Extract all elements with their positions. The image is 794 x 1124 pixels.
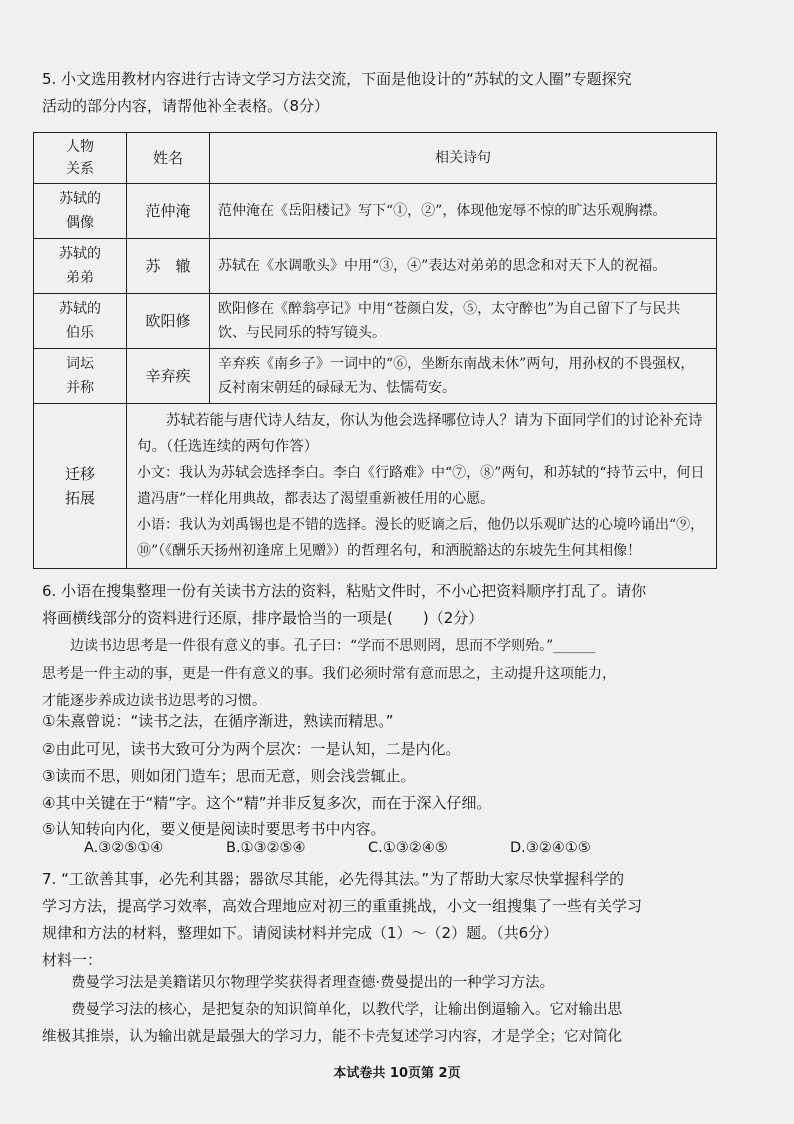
poem-table xyxy=(33,132,717,569)
material-line: 费曼学习法的核心，是把复杂的知识简单化，以教代学，让输出倒逼输入。它对输出思 xyxy=(71,1002,622,1018)
q5-stem xyxy=(42,66,754,120)
name-cell: 辛弃疾 xyxy=(127,349,210,404)
q6-passage xyxy=(42,661,754,715)
extension-cell xyxy=(127,404,717,569)
relation-cell: 苏轼的 弟弟 xyxy=(34,239,127,294)
q6-item: ③读而不思，则如闭门造车；思而无意，则会浅尝辄止。 xyxy=(42,767,416,785)
table-row xyxy=(34,294,717,349)
table-row xyxy=(34,184,717,239)
q6-item: ①朱熹曾说：“读书之法，在循序渐进，熟读而精思。” xyxy=(42,712,394,730)
q6-item: ②由此可见，读书大致可分为两个层次：一是认知，二是内化。 xyxy=(42,740,461,758)
material-line: 费曼学习法是美籍诺贝尔物理学奖获得者理查德·费曼提出的一种学习方法。 xyxy=(71,975,555,991)
option-c: C.①③②④⑤ xyxy=(368,840,448,856)
relation-cell: 迁移 拓展 xyxy=(34,404,127,569)
q6-stem xyxy=(42,578,754,632)
q6-line: 6. 小语在搜集整理一份有关读书方法的资料，粘贴文件时，不小心把资料顺序打乱了。请你 xyxy=(42,582,647,600)
poem-cell: 范仲淹在《岳阳楼记》写下“①，②”，体现他宠辱不惊的旷达乐观胸襟。 xyxy=(210,184,717,239)
q6-item: ⑤认知转向内化，要义便是阅读时要思考书中内容。 xyxy=(42,820,386,838)
q6-item: ④其中关键在于“精”字。这个“精”并非反复多次，而在于深入仔细。 xyxy=(42,794,492,812)
name-cell: 苏 辙 xyxy=(127,239,210,294)
relation-cell: 苏轼的 伯乐 xyxy=(34,294,127,349)
material-line: 维极其推崇，认为输出就是最强大的学习力，能不卡壳复述学习内容，才是学全；它对简化 xyxy=(42,1029,622,1045)
q7-line: 7. “工欲善其事，必先利其器；器欲尽其能，必先得其法。”为了帮助大家尽快掌握科学的 xyxy=(42,870,625,888)
q6-options xyxy=(84,840,724,856)
table-row xyxy=(34,239,717,294)
page-footer: 本试卷共 10页第 2页 xyxy=(333,1066,461,1081)
option-b: B.①③②⑤④ xyxy=(226,840,306,856)
passage-line: 边读书边思考是一件很有意义的事。孔子曰：“学而不思则罔，思而不学则殆。”______ xyxy=(70,638,596,654)
name-cell: 欧阳修 xyxy=(127,294,210,349)
poem-cell: 辛弃疾《南乡子》一词中的“⑥，坐断东南战未休”两句，用孙权的不畏强权，反衬南宋朝廷的碌碌无为、怯懦苟安。 xyxy=(210,349,717,404)
q7-line: 规律和方法的材料，整理如下。请阅读材料并完成（1）～（2）题。（共6分） xyxy=(42,924,559,942)
name-cell: 范仲淹 xyxy=(127,184,210,239)
option-a: A.③②⑤①④ xyxy=(84,840,164,856)
extension-intro: 苏轼若能与唐代诗人结友，你认为他会选择哪位诗人？请为下面同学们的讨论补充诗句。（任选连续的两句作答） xyxy=(137,413,703,455)
table-row xyxy=(34,349,717,404)
header-poem: 相关诗句 xyxy=(210,133,717,184)
passage-line: 思考是一件主动的事，更是一件有意义的事。我们必须时常有意而思之，主动提升这项能力， xyxy=(42,666,616,682)
header-relation: 人物 关系 xyxy=(34,133,127,184)
material-text xyxy=(42,1024,754,1051)
material-label: 材料一： xyxy=(42,951,103,969)
header-name: 姓名 xyxy=(127,133,210,184)
relation-cell: 苏轼的 偶像 xyxy=(34,184,127,239)
q7-stem xyxy=(42,866,754,974)
option-d: D.③②④①⑤ xyxy=(510,840,591,856)
table-row-extension xyxy=(34,404,717,569)
extension-dialogue: 小文：我认为苏轼会选择李白。李白《行路难》中“⑦，⑧”两句，和苏轼的“持节云中，何日遣冯唐”一样化用典故，都表达了渴望重新被任用的心愿。 xyxy=(137,465,705,507)
poem-cell: 苏轼在《水调歌头》中用“③，④”表达对弟弟的思念和对天下人的祝福。 xyxy=(210,239,717,294)
q5-line: 活动的部分内容，请帮他补全表格。（8分） xyxy=(42,97,330,115)
poem-cell: 欧阳修在《醉翁亭记》中用“苍颜白发，⑤，太守醉也”为自己留下了与民共饮、与民同乐的特写镜头。 xyxy=(210,294,717,349)
relation-cell: 词坛 并称 xyxy=(34,349,127,404)
q7-line: 学习方法，提高学习效率，高效合理地应对初三的重重挑战，小文一组搜集了一些有关学习 xyxy=(42,897,643,915)
q6-line: 将画横线部分的资料进行还原，排序最恰当的一项是( )（2分） xyxy=(42,609,484,627)
material-text xyxy=(42,970,754,1024)
q6-passage xyxy=(42,633,754,660)
passage-line: 才能逐步养成边读书边思考的习惯。 xyxy=(42,693,266,709)
table-header-row xyxy=(34,133,717,184)
extension-dialogue: 小语：我认为刘禹锡也是不错的选择。漫长的贬谪之后，他仍以乐观旷达的心境吟诵出“⑨，⑩”（《酬乐天扬州初逢席上见赠》）的哲理名句，和洒脱豁达的东坡先生何其相像！ xyxy=(137,517,705,559)
q5-line: 5. 小文选用教材内容进行古诗文学习方法交流，下面是他设计的“苏轼的文人圈”专题探究 xyxy=(42,70,632,88)
